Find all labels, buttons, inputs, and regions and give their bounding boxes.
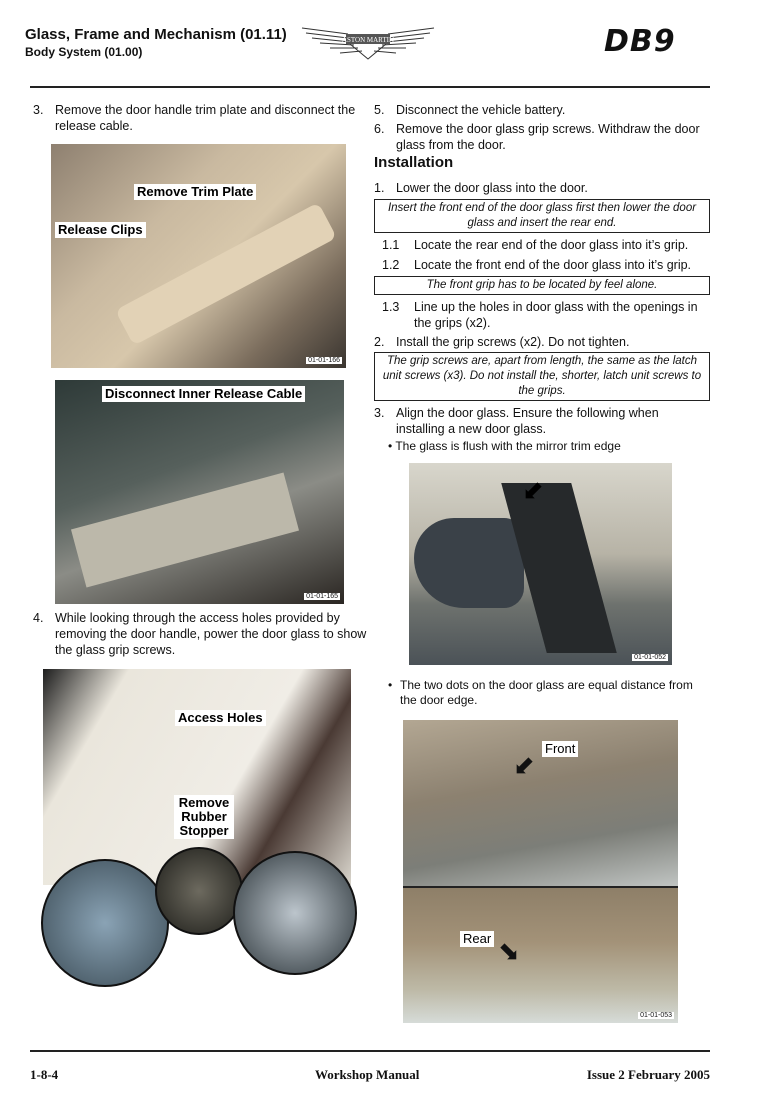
install-step-2	[374, 334, 710, 350]
note-grip-screws: The grip screws are, apart from length, the same as the latch unit screws (x3). Do not install the, shorter, latch unit screws to the grips.	[374, 352, 710, 401]
figure-code: 01-01-053	[640, 1012, 672, 1019]
step-text: Lower the door glass into the door.	[396, 181, 588, 195]
install-step-1-2	[374, 257, 710, 273]
header-divider	[30, 86, 710, 88]
step-text: Locate the rear end of the door glass into it’s grip.	[414, 238, 689, 252]
figure-code: 01-01-165	[306, 593, 338, 600]
inset-circle-left	[41, 859, 169, 987]
inset-circle-right	[233, 851, 357, 975]
figure-access-holes	[43, 669, 351, 1039]
step-text: Locate the front end of the door glass into it’s grip.	[414, 258, 692, 272]
figure-code: 01-01-052	[634, 654, 666, 661]
bullet-two-dots: • The two dots on the door glass are equal distance from the door edge.	[388, 678, 710, 708]
removal-step-4	[33, 610, 367, 658]
installation-heading: Installation	[374, 154, 454, 171]
page-number: 1-8-4	[30, 1067, 59, 1082]
step-number: 1.2	[382, 258, 400, 272]
arrow-icon: ⬋	[513, 750, 535, 780]
step-number: 6.	[374, 122, 385, 136]
callout-front: Front	[542, 741, 578, 757]
step-text: Install the grip screws (x2). Do not tighten.	[396, 335, 630, 349]
removal-step-6	[374, 121, 710, 153]
note-front-grip: The front grip has to be located by feel alone.	[374, 276, 710, 295]
manual-name: Workshop Manual	[315, 1067, 420, 1082]
install-step-1-3	[374, 299, 710, 331]
section-title: Glass, Frame and Mechanism (01.11)	[25, 26, 287, 43]
bullet-glass-flush: • The glass is flush with the mirror trim edge	[388, 439, 621, 453]
figure-release-cable	[55, 380, 344, 604]
step-number: 5.	[374, 103, 385, 117]
step-text: Line up the holes in door glass with the openings in the grips (x2).	[414, 300, 698, 330]
note-insert-front-end: Insert the front end of the door glass first then lower the door glass and insert the rear end.	[374, 199, 710, 233]
step-text: Disconnect the vehicle battery.	[396, 103, 566, 117]
arrow-icon: ⬊	[498, 936, 520, 966]
arrow-icon: ⬋	[522, 475, 544, 505]
inset-circle-stopper	[155, 847, 243, 935]
removal-step-3	[33, 102, 367, 134]
callout-disconnect-release-cable: Disconnect Inner Release Cable	[102, 386, 305, 402]
callout-rear: Rear	[460, 931, 494, 947]
issue-date: Issue 2 February 2005	[586, 1067, 710, 1082]
step-number: 3.	[33, 103, 44, 117]
callout-release-clips: Release Clips	[55, 222, 146, 238]
figure-glass-dots	[403, 720, 678, 1023]
footer-divider	[30, 1050, 710, 1052]
callout-remove-rubber-stopper: Remove Rubber Stopper	[174, 795, 234, 839]
install-step-1-1	[374, 237, 710, 253]
install-step-3	[374, 405, 710, 437]
bullet-text: The two dots on the door glass are equal distance from the door edge.	[400, 678, 693, 707]
bullet-text: The glass is flush with the mirror trim edge	[395, 439, 621, 453]
removal-step-5	[374, 102, 710, 118]
section-subtitle: Body System (01.00)	[25, 45, 143, 59]
step-text: Remove the door glass grip screws. Withdraw the door glass from the door.	[396, 122, 700, 152]
step-text: Align the door glass. Ensure the following when installing a new door glass.	[396, 406, 659, 436]
step-number: 1.1	[382, 238, 400, 252]
db9-logo: DB9	[604, 24, 676, 59]
step-text: Remove the door handle trim plate and disconnect the release cable.	[55, 103, 356, 133]
callout-remove-trim-plate: Remove Trim Plate	[134, 184, 256, 200]
figure-trim-plate	[51, 144, 346, 368]
step-number: 4.	[33, 611, 44, 625]
step-number: 1.	[374, 181, 385, 195]
figure-mirror-trim	[409, 463, 672, 665]
install-step-1	[374, 180, 710, 196]
step-number: 2.	[374, 335, 385, 349]
step-text: While looking through the access holes provided by removing the door handle, power the door glass to show the glass grip screws.	[55, 611, 367, 657]
aston-martin-logo	[300, 26, 436, 60]
step-number: 1.3	[382, 300, 400, 314]
callout-access-holes: Access Holes	[175, 710, 266, 726]
step-number: 3.	[374, 406, 385, 420]
figure-code: 01-01-166	[308, 357, 340, 364]
svg-text:ASTON MARTIN: ASTON MARTIN	[341, 36, 395, 44]
